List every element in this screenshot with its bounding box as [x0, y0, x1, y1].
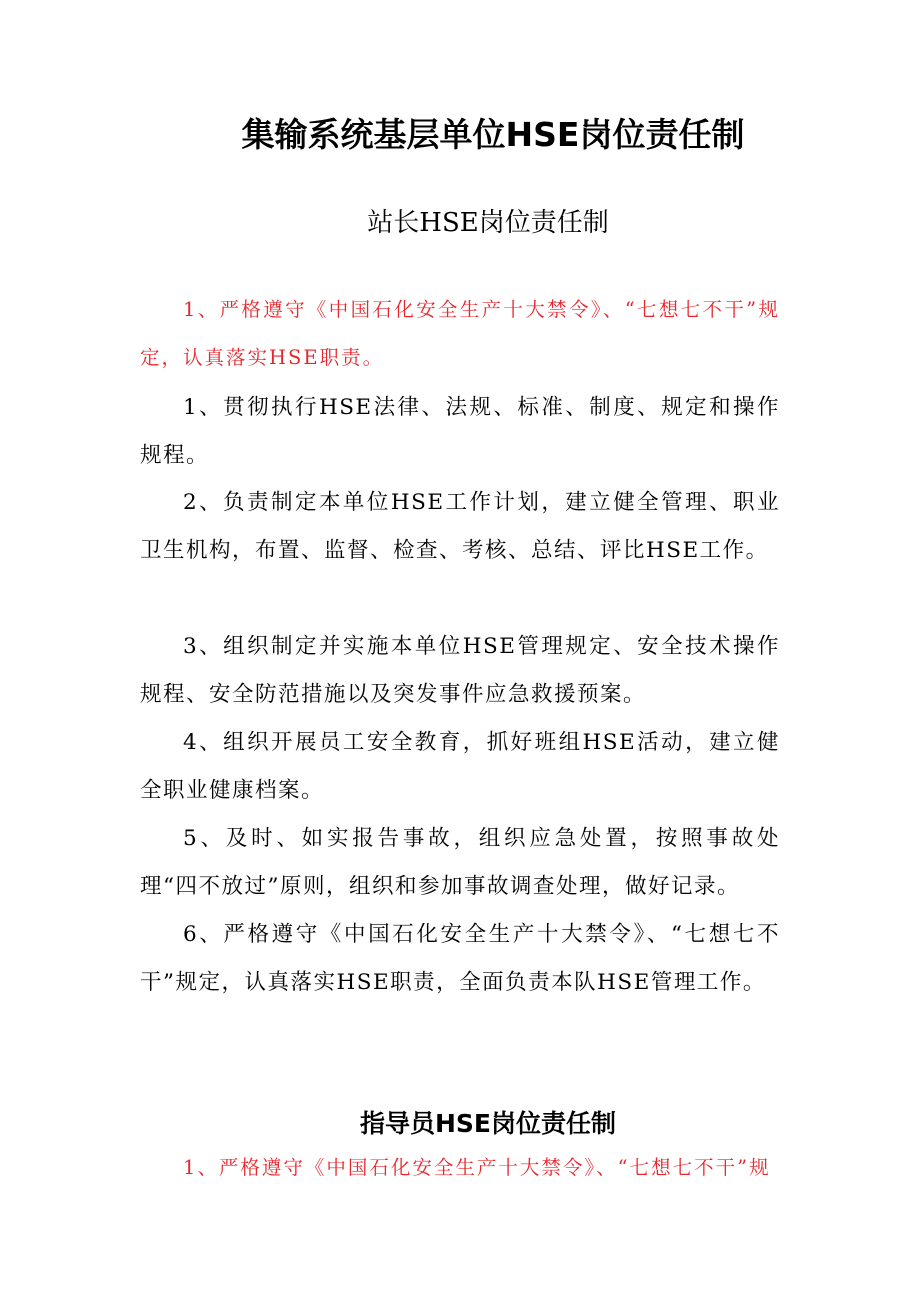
- section-heading-station-chief: 站长HSE岗位责任制: [367, 208, 609, 238]
- duty-item-5: 5、及时、如实报告事故，组织应急处置，按照事故处理“四不放过”原则，组织和参加事故调查处理，做好记录。: [140, 826, 780, 899]
- document-title: 集输系统基层单位HSE岗位责任制: [241, 115, 745, 154]
- duty-item-1: 1、贯彻执行HSE法律、法规、标准、制度、规定和操作规程。: [140, 395, 780, 468]
- duty-item-3: 3、组织制定并实施本单位HSE管理规定、安全技术操作规程、安全防范措施以及突发事件应急救援预案。: [140, 634, 780, 707]
- duty-item-4: 4、组织开展员工安全教育，抓好班组HSE活动，建立健全职业健康档案。: [140, 730, 780, 803]
- duty-item-2: 2、负责制定本单位HSE工作计划，建立健全管理、职业卫生机构，布置、监督、检查、考核、总结、评比HSE工作。: [140, 490, 780, 563]
- red-note-instructor: 1、严格遵守《中国石化安全生产十大禁令》、“七想七不干”规: [183, 1156, 771, 1179]
- red-note-station-chief: 1、严格遵守《中国石化安全生产十大禁令》、“七想七不干”规定，认真落实HSE职责。: [140, 298, 780, 369]
- duty-item-6: 6、严格遵守《中国石化安全生产十大禁令》、“七想七不干”规定，认真落实HSE职责，全面负责本队HSE管理工作。: [140, 922, 780, 995]
- section-heading-instructor: 指导员HSE岗位责任制: [359, 1109, 616, 1138]
